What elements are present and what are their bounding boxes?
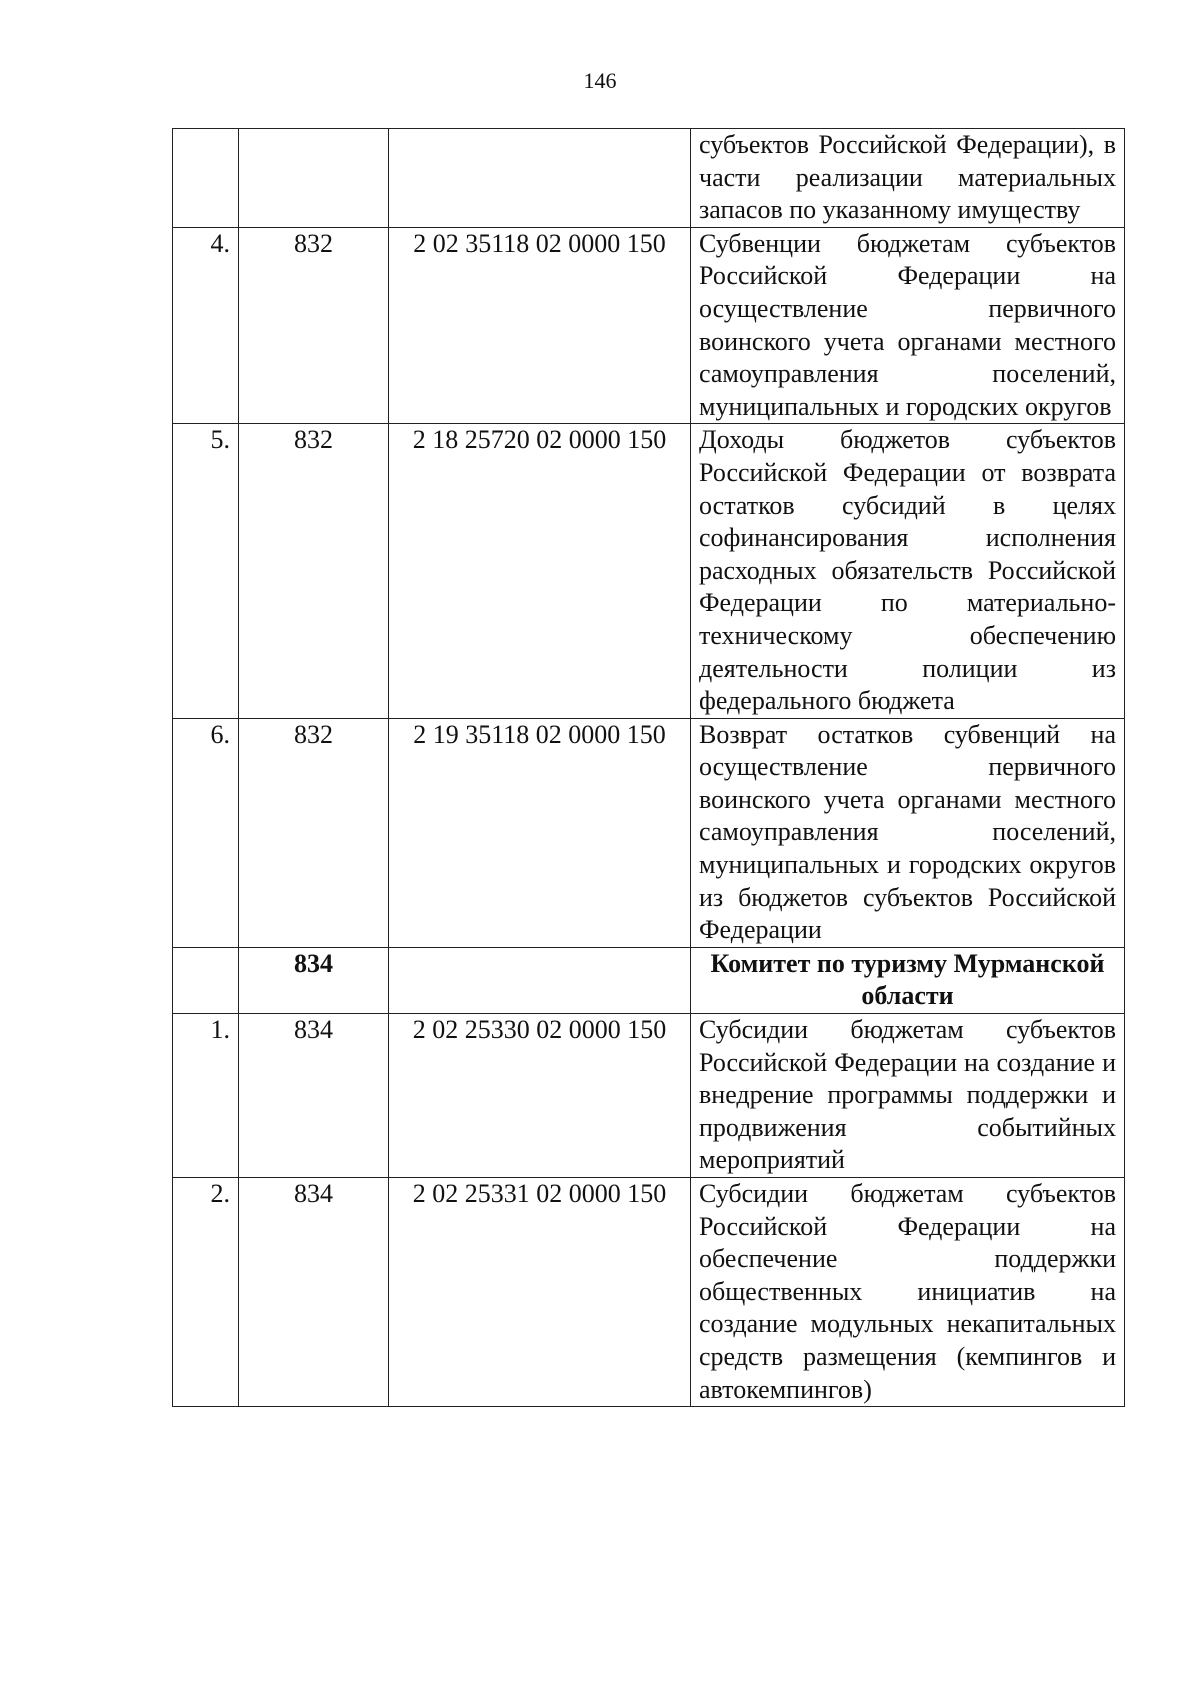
budget-classification-code: 2 18 25720 02 0000 150 bbox=[389, 424, 691, 718]
row-number: 6. bbox=[173, 718, 239, 947]
table-row bbox=[173, 1178, 1125, 1407]
table-section-header-row bbox=[173, 947, 1125, 1013]
administrator-code: 834 bbox=[239, 1014, 389, 1178]
row-number bbox=[173, 129, 239, 228]
administrator-name-heading: Комитет по туризму Мурманской области bbox=[691, 947, 1125, 1013]
administrator-code bbox=[239, 129, 389, 228]
budget-classification-code: 2 02 25330 02 0000 150 bbox=[389, 1014, 691, 1178]
row-number: 2. bbox=[173, 1178, 239, 1407]
revenue-description: Доходы бюджетов субъектов Российской Федерации от возврата остатков субсидий в целях софинансирования исполнения расходных обязательств Российской Федерации по материально-техническому обеспечению деятельности полиции из федерального бюджета bbox=[691, 424, 1125, 718]
administrator-code: 832 bbox=[239, 424, 389, 718]
revenue-description: Возврат остатков субвенций на осуществление первичного воинского учета органами местного самоуправления поселений, муниципальных и городских округов из бюджетов субъектов Российской Федерации bbox=[691, 718, 1125, 947]
budget-classification-code bbox=[389, 129, 691, 228]
table-row bbox=[173, 129, 1125, 228]
row-number: 4. bbox=[173, 227, 239, 424]
revenue-description: Субсидии бюджетам субъектов Российской Федерации на создание и внедрение программы поддержки и продвижения событийных мероприятий bbox=[691, 1014, 1125, 1178]
administrator-code-heading: 834 bbox=[239, 947, 389, 1013]
page-number: 146 bbox=[583, 68, 617, 93]
revenue-codes-table bbox=[172, 128, 1125, 1407]
table-row bbox=[173, 227, 1125, 424]
table-row bbox=[173, 424, 1125, 718]
budget-classification-code: 2 02 35118 02 0000 150 bbox=[389, 227, 691, 424]
table-row bbox=[173, 1014, 1125, 1178]
administrator-code: 832 bbox=[239, 718, 389, 947]
budget-classification-code: 2 19 35118 02 0000 150 bbox=[389, 718, 691, 947]
administrator-code: 834 bbox=[239, 1178, 389, 1407]
administrator-code: 832 bbox=[239, 227, 389, 424]
budget-classification-code: 2 02 25331 02 0000 150 bbox=[389, 1178, 691, 1407]
revenue-description: Субсидии бюджетам субъектов Российской Федерации на обеспечение поддержки общественных инициатив на создание модульных некапитальных средств размещения (кемпингов и автокемпингов) bbox=[691, 1178, 1125, 1407]
table-row bbox=[173, 718, 1125, 947]
revenue-description: субъектов Российской Федерации), в части реализации материальных запасов по указанному имуществу bbox=[691, 129, 1125, 228]
row-number: 1. bbox=[173, 1014, 239, 1178]
budget-classification-code bbox=[389, 947, 691, 1013]
revenue-description: Субвенции бюджетам субъектов Российской Федерации на осуществление первичного воинского учета органами местного самоуправления поселений, муниципальных и городских округов bbox=[691, 227, 1125, 424]
row-number: 5. bbox=[173, 424, 239, 718]
row-number bbox=[173, 947, 239, 1013]
